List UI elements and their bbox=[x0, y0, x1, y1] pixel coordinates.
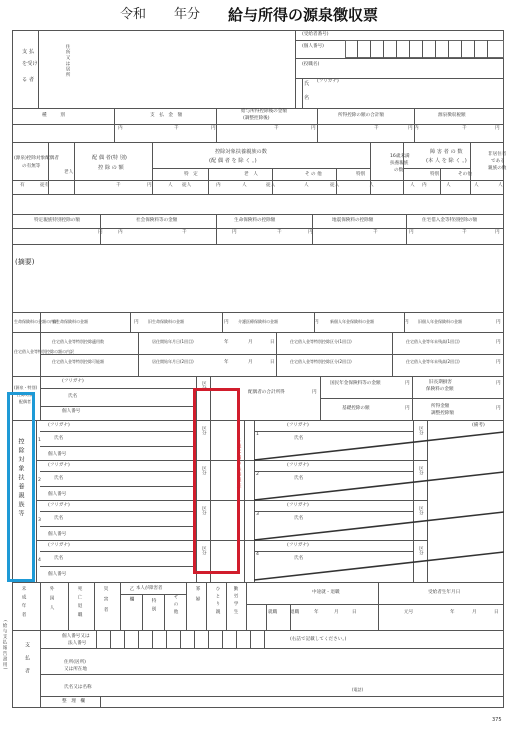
details-section bbox=[12, 312, 504, 376]
attr-disaster: 災害者 bbox=[103, 586, 108, 618]
attr-disabled: 本人が障害者 bbox=[136, 586, 163, 591]
recipient-label-2: を受け bbox=[22, 61, 38, 67]
furigana-label: (フリガナ) bbox=[317, 79, 339, 84]
attr-single-parent: ひとり親 bbox=[215, 586, 220, 617]
dep-furigana-1: (フリガナ) bbox=[48, 423, 70, 428]
dep-furigana-2: (フリガナ) bbox=[48, 463, 70, 468]
income-adj-1-label: 所得金額 bbox=[431, 404, 450, 409]
attr-student: 勤労学生 bbox=[233, 586, 238, 617]
payer-side-label: 支払者 bbox=[24, 642, 30, 681]
social-header: 社会保険料等の金額 bbox=[136, 218, 178, 223]
housing-kubun-1-label: 住宅借入金等特別控除区分(1回目) bbox=[290, 339, 352, 344]
dep-right-name-1: 氏名 bbox=[294, 436, 304, 441]
dep-right-name-2: 氏名 bbox=[294, 476, 304, 481]
dep-right-kubun-2: 区分 bbox=[418, 466, 424, 476]
housing-count-label: 住宅借入金等特別控除適用数 bbox=[52, 339, 104, 344]
unit-yen: 円 bbox=[147, 183, 152, 188]
person-unit: 人 bbox=[446, 183, 451, 188]
recipient-label-3: る 者 bbox=[22, 77, 35, 83]
other-header: そ の 他 bbox=[305, 172, 322, 177]
era-unit: 元号 bbox=[404, 610, 414, 615]
dep-kubun-4: 区分 bbox=[201, 546, 207, 556]
day-unit: 日 bbox=[494, 610, 499, 615]
spouse-furigana-label: (フリガナ) bbox=[62, 379, 84, 384]
era-label: 令和 bbox=[120, 7, 147, 22]
unit-sen: 千 bbox=[116, 183, 121, 188]
summary-area[interactable] bbox=[12, 244, 504, 312]
old-life-label: 旧生命保険料の金額 bbox=[148, 319, 184, 324]
disabled-header-1: 障 害 者 の 数 bbox=[430, 149, 463, 155]
name-label-2: 名 bbox=[304, 95, 310, 101]
dep-right-kubun-4: 区分 bbox=[418, 546, 424, 556]
income-adj-2-label: 調整控除額 bbox=[431, 411, 454, 416]
spouse-block-label-3: 配偶者 bbox=[19, 399, 31, 404]
withholding-header: 源泉徴収税額 bbox=[438, 113, 466, 118]
life-breakdown-label: 生命保険料の金額の内訳 bbox=[14, 319, 58, 324]
housing-start-1-label: 居住開始年月日(1回目) bbox=[152, 339, 194, 344]
dep-right-num-3: 3 bbox=[256, 512, 259, 517]
payer-block bbox=[12, 630, 504, 696]
under16-header-3: の数 bbox=[394, 168, 404, 173]
old-pension-1-label: 旧長期損害 bbox=[429, 380, 452, 385]
housing-kubun-2-label: 住宅借入金等特別控除区分(2回目) bbox=[290, 359, 352, 364]
remarks-label: (備考) bbox=[472, 423, 485, 428]
housing-balance-1-label: 住宅借入金等年末残高(1回目) bbox=[406, 339, 460, 344]
unit-yen: 円 bbox=[314, 320, 319, 325]
attr-widow: 寡婦 bbox=[195, 586, 200, 608]
unit-sen: 千 bbox=[373, 230, 378, 235]
unit-yen: 円 bbox=[134, 320, 139, 325]
unit-yen: 円 bbox=[308, 230, 313, 235]
payer-indiv-no-2: 法人番号 bbox=[68, 641, 87, 646]
person-unit: 人 bbox=[410, 183, 415, 188]
after-deduction-header: 給与所得控除後の金額 bbox=[241, 109, 287, 114]
person-unit: 人 bbox=[168, 183, 173, 188]
unit-sen: 千 bbox=[374, 126, 379, 131]
follower-unit: 従人 bbox=[266, 183, 276, 188]
follower-label: 従有 bbox=[40, 183, 50, 188]
name-label: 氏 bbox=[304, 81, 310, 87]
year-unit: 年 bbox=[224, 340, 229, 345]
dep-name-4: 氏名 bbox=[54, 556, 64, 561]
unit-yen: 円 bbox=[495, 126, 500, 131]
attr-minor: 未成年者 bbox=[21, 586, 26, 621]
unit-yen: 円 bbox=[311, 126, 316, 131]
summary-label: (摘要) bbox=[15, 258, 35, 266]
unit-sen: 千 bbox=[182, 230, 187, 235]
new-life-label: 新生命保険料の金額 bbox=[52, 319, 88, 324]
dep-name-1: 氏名 bbox=[54, 436, 64, 441]
spouse-old-header: 老人 bbox=[64, 170, 74, 175]
unit-yen: 円 bbox=[496, 360, 501, 365]
under16-vertical-label: ５歳未満の扶養親族 bbox=[236, 438, 241, 489]
attr-death-retire: 死亡退職 bbox=[77, 586, 82, 621]
payer-address-1: 住所(居所) bbox=[64, 660, 86, 665]
position-label: (役職名) bbox=[302, 62, 320, 67]
day-unit: 日 bbox=[270, 360, 275, 365]
national-pension-label: 国民年金保険料等の金額 bbox=[330, 381, 381, 386]
person-unit: 人 bbox=[369, 183, 374, 188]
unit-yen: 円 bbox=[405, 406, 410, 411]
dep-right-name-4: 氏名 bbox=[294, 556, 304, 561]
dependents-side-label: 控除対象扶養親族等 bbox=[17, 438, 24, 519]
amounts-section bbox=[12, 108, 504, 142]
unit-yen: 円 bbox=[224, 320, 229, 325]
dep-right-kubun-1: 区分 bbox=[418, 426, 424, 436]
dep-count-header-2: (配 偶 者 を 除 く 。) bbox=[209, 158, 257, 164]
month-unit: 月 bbox=[472, 610, 477, 615]
housing-header: 住宅借入金等特別控除の額 bbox=[422, 218, 478, 223]
life-header: 生命保険料の控除額 bbox=[234, 218, 276, 223]
dep-name-3: 氏名 bbox=[54, 516, 64, 521]
dep-num-3: 3 bbox=[38, 518, 41, 523]
disabled-special-header: 特別 bbox=[430, 172, 440, 177]
yes-label: 有 bbox=[20, 183, 25, 188]
follower-unit: 従人 bbox=[330, 183, 340, 188]
nonresident-header-2: である bbox=[491, 159, 505, 164]
insurance-section bbox=[12, 214, 504, 244]
internal-unit: 内 bbox=[422, 183, 427, 188]
kubun-column-highlight bbox=[193, 388, 240, 574]
new-pension-label: 新個人年金保険料の金額 bbox=[330, 319, 374, 324]
unit-sen: 千 bbox=[277, 230, 282, 235]
follower-unit: 従人 bbox=[182, 183, 192, 188]
diagonal-strikes bbox=[254, 420, 504, 582]
dep-right-furigana-4: (フリガナ) bbox=[287, 543, 309, 548]
year-unit: 年 bbox=[224, 360, 229, 365]
recipient-label-1: 支 払 bbox=[22, 49, 35, 55]
dep-right-kubun-3: 区分 bbox=[418, 506, 424, 516]
dep-right-furigana-2: (フリガナ) bbox=[287, 463, 309, 468]
dep-name-2: 氏名 bbox=[54, 476, 64, 481]
attr-otsu: 乙欄 bbox=[129, 586, 134, 608]
dep-right-name-3: 氏名 bbox=[294, 516, 304, 521]
person-unit: 人 bbox=[242, 183, 247, 188]
payer-indiv-no-1: 個人番号又は bbox=[62, 634, 90, 639]
unit-yen: 円 bbox=[404, 320, 409, 325]
old-pension-2-label: 保険料の金額 bbox=[426, 387, 454, 392]
special-header: 特別 bbox=[356, 172, 366, 177]
unit-man: 内 bbox=[414, 126, 419, 131]
housing-possible-label: 住宅借入金等特別控除可能額 bbox=[52, 359, 104, 364]
dep-right-num-4: 4 bbox=[256, 552, 259, 557]
individual-no-boxes[interactable] bbox=[345, 40, 504, 58]
retired-label: 退職 bbox=[290, 610, 300, 615]
payer-phone-label: (電話) bbox=[352, 687, 364, 692]
housing-start-2-label: 居住開始年月日(2回目) bbox=[152, 359, 194, 364]
elderly-header: 老 人 bbox=[244, 172, 258, 177]
individual-no-label: (個人番号) bbox=[302, 44, 324, 49]
dep-kubun-3: 区分 bbox=[201, 506, 207, 516]
registration-row bbox=[40, 696, 504, 708]
unit-yen: 円 bbox=[312, 390, 317, 395]
dep-right-num-1: 1 bbox=[256, 432, 259, 437]
housing-balance-2-label: 住宅借入金等年末残高(2回目) bbox=[406, 359, 460, 364]
dep-right-furigana-3: (フリガナ) bbox=[287, 503, 309, 508]
unit-yen: 円 bbox=[98, 230, 103, 235]
spouse-name-label: 氏名 bbox=[68, 394, 78, 399]
dep-indiv-no-4: 個人番号 bbox=[48, 572, 67, 577]
unit-yen: 円 bbox=[232, 230, 237, 235]
unit-yen: 円 bbox=[495, 230, 500, 235]
dep-right-num-2: 2 bbox=[256, 472, 259, 477]
header bbox=[0, 0, 516, 28]
dep-count-header-1: 控除対象扶養親族の数 bbox=[215, 149, 267, 155]
unit-yen: 円 bbox=[496, 406, 501, 411]
specific-spouse-header: 特定親族特別控除の額 bbox=[34, 218, 80, 223]
deduction-total-header: 所得控除の額の合計額 bbox=[338, 113, 384, 118]
unit-yen: 円 bbox=[496, 381, 501, 386]
page-title: 給与所得の源泉徴収票 bbox=[228, 6, 379, 24]
midway-label: 中途就・退職 bbox=[312, 590, 340, 595]
registration-label: 整 理 欄 bbox=[62, 699, 85, 704]
month-unit: 月 bbox=[248, 340, 253, 345]
year-unit: 年 bbox=[450, 610, 455, 615]
old-pension-label: 旧個人年金保険料の金額 bbox=[418, 319, 462, 324]
spouse-ded-header-1: 配 偶 者(特 別) bbox=[92, 155, 127, 161]
disabled-other-header: その他 bbox=[458, 172, 472, 177]
dep-furigana-3: (フリガナ) bbox=[48, 503, 70, 508]
spouse-block-label-1: (源泉・特別) bbox=[14, 385, 38, 390]
unit-man: 内 bbox=[118, 126, 123, 131]
unit-sen: 千 bbox=[274, 126, 279, 131]
spouse-indiv-no-label: 個人番号 bbox=[62, 409, 81, 414]
nonresident-header-3: 親族の数 bbox=[488, 166, 507, 171]
address-label: 住所又は居所 bbox=[65, 44, 70, 78]
attr-disabled-other: その他 bbox=[173, 594, 178, 617]
dep-indiv-no-1: 個人番号 bbox=[48, 452, 67, 457]
payer-right-note: (右詰で記載してください。) bbox=[290, 637, 347, 642]
day-unit: 日 bbox=[270, 340, 275, 345]
attributes-row bbox=[12, 582, 504, 630]
payment-header: 支 払 金 額 bbox=[150, 113, 183, 118]
disabled-header-2: (本 人 を 除 く 。) bbox=[426, 158, 467, 164]
day-unit: 日 bbox=[352, 610, 357, 615]
month-unit: 月 bbox=[248, 360, 253, 365]
spouse-income-label: 配偶者の合計所得 bbox=[248, 390, 285, 395]
payer-indiv-no-boxes[interactable] bbox=[96, 630, 258, 648]
page-code: 375 bbox=[492, 717, 502, 723]
unit-yen: 円 bbox=[496, 320, 501, 325]
care-label: 介護医療保険料の金額 bbox=[238, 319, 278, 324]
unit-man: 内 bbox=[118, 230, 123, 235]
dep-num-1: 1 bbox=[38, 438, 41, 443]
attr-disabled-special: 特別 bbox=[151, 598, 156, 616]
month-unit: 月 bbox=[334, 610, 339, 615]
birth-label: 受給者生年月日 bbox=[428, 590, 461, 595]
internal-unit: 内 bbox=[216, 183, 221, 188]
unit-yen: 円 bbox=[408, 126, 413, 131]
nonresident-header-1: 非居住者 bbox=[488, 152, 507, 157]
dep-right-furigana-1: (フリガナ) bbox=[287, 423, 309, 428]
employed-label: 就職 bbox=[268, 610, 278, 615]
specific-header: 特 定 bbox=[184, 172, 198, 177]
unit-yen: 円 bbox=[409, 230, 414, 235]
spouse-kubun-label: 区分 bbox=[201, 381, 207, 391]
under16-header-2: 扶養親族 bbox=[390, 161, 409, 166]
unit-sen: 千 bbox=[462, 230, 467, 235]
attr-foreigner: 外国人 bbox=[49, 586, 54, 615]
beneficiary-no-label: (受給者番号) bbox=[302, 32, 329, 37]
dep-furigana-4: (フリガナ) bbox=[48, 543, 70, 548]
dep-num-4: 4 bbox=[38, 558, 41, 563]
payer-address-2: 又は所在地 bbox=[64, 667, 87, 672]
dep-indiv-no-2: 個人番号 bbox=[48, 492, 67, 497]
earthquake-header: 地震保険料の控除額 bbox=[332, 218, 374, 223]
housing-breakdown-label: 住宅借入金等特別控除の額の内訳 bbox=[14, 349, 74, 354]
dep-indiv-no-3: 個人番号 bbox=[48, 532, 67, 537]
spouse-ded-header-2: 控 除 の 額 bbox=[98, 165, 124, 171]
after-deduction-sub: (調整控除後) bbox=[243, 116, 270, 121]
year-unit: 年 bbox=[314, 610, 319, 615]
payer-name-label: 氏名又は名称 bbox=[64, 685, 92, 690]
person-unit: 人 bbox=[498, 183, 503, 188]
unit-yen: 円 bbox=[496, 340, 501, 345]
margin-label: (給与支払報告書用) bbox=[2, 620, 7, 671]
type-header: 種 別 bbox=[42, 113, 65, 118]
unit-yen: 円 bbox=[211, 126, 216, 131]
basic-ded-label: 基礎控除の額 bbox=[342, 406, 370, 411]
dep-kubun-2: 区分 bbox=[201, 466, 207, 476]
spouse-header-2: の有無等 bbox=[22, 164, 41, 169]
under16-header-1: 16歳未満 bbox=[390, 154, 410, 159]
year-label: 年分 bbox=[174, 7, 201, 22]
dep-num-2: 2 bbox=[38, 478, 41, 483]
unit-sen: 千 bbox=[462, 126, 467, 131]
dep-kubun-1: 区分 bbox=[201, 426, 207, 436]
spouse-block-label-2: 控除対象 bbox=[17, 392, 33, 397]
person-unit: 人 bbox=[304, 183, 309, 188]
person-unit: 人 bbox=[474, 183, 479, 188]
unit-yen: 円 bbox=[405, 381, 410, 386]
spouse-header-1: (源泉)控除対象配偶者 bbox=[14, 156, 59, 161]
unit-sen: 千 bbox=[174, 126, 179, 131]
